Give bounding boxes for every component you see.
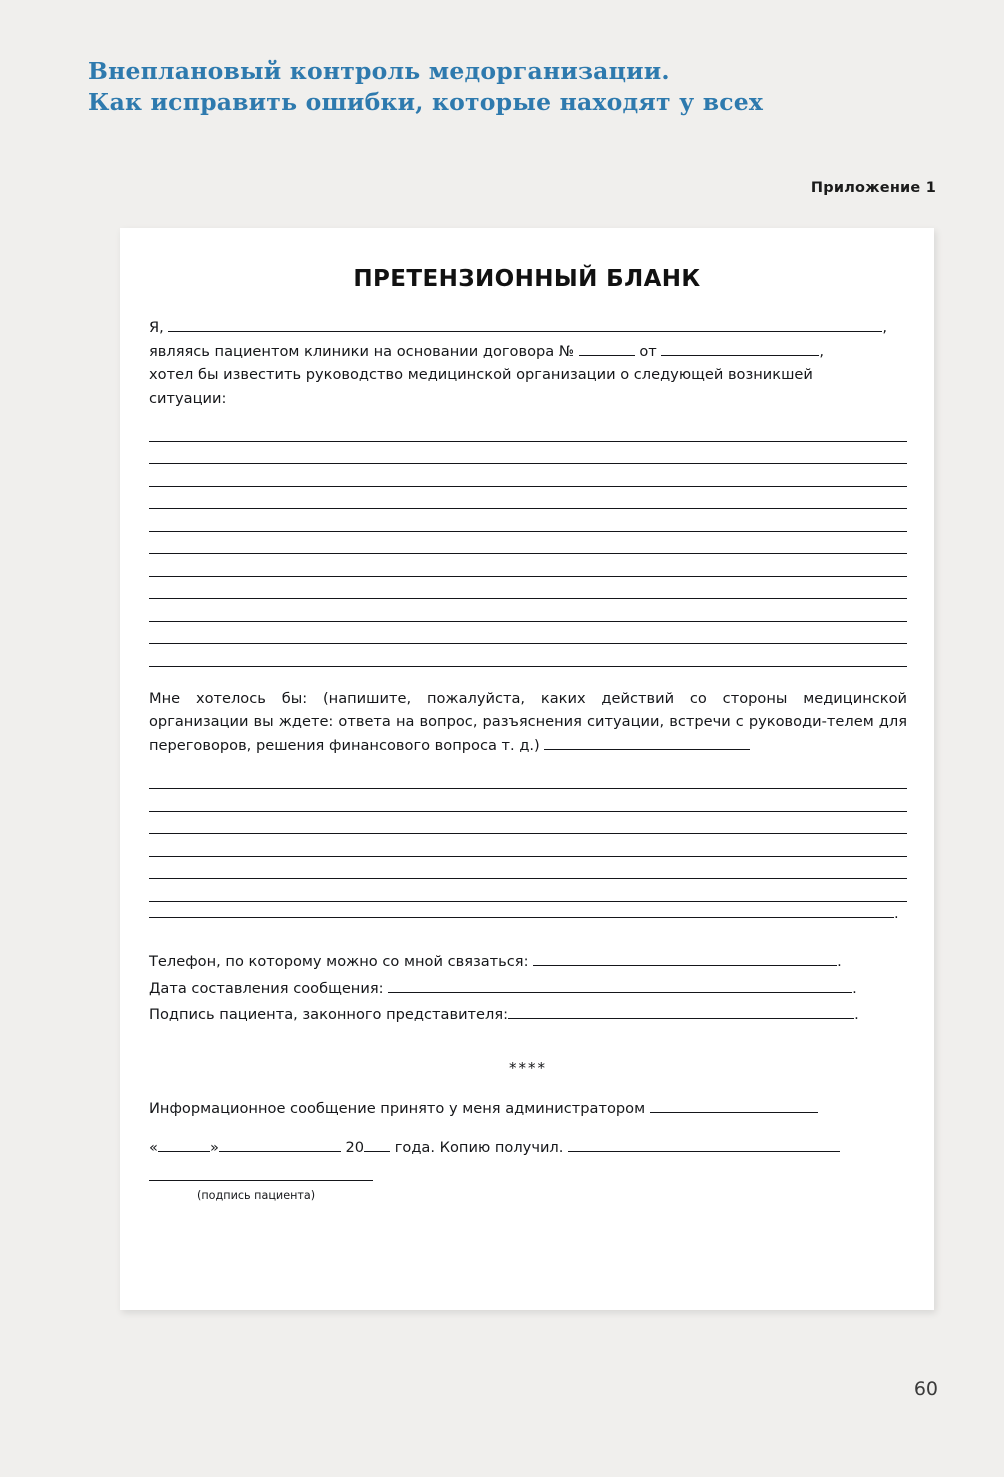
claim-form-sheet xyxy=(120,228,934,1310)
form-title: ПРЕТЕНЗИОННЫЙ БЛАНК xyxy=(353,266,701,292)
date-blank[interactable] xyxy=(388,977,852,993)
header-line-1: Внеплановый контроль медорганизации. xyxy=(88,57,670,85)
page-number: 60 xyxy=(913,1378,938,1400)
wish-inline-blank[interactable] xyxy=(544,734,750,750)
quote-open: « xyxy=(149,1139,158,1157)
phone-row xyxy=(149,950,907,974)
patient-signature-caption: (подпись пациента) xyxy=(197,1188,316,1202)
wish-write-area[interactable] xyxy=(149,767,907,902)
write-line[interactable] xyxy=(149,789,907,812)
write-line[interactable] xyxy=(149,879,907,902)
copy-received-label: года. Копию получил. xyxy=(394,1139,564,1157)
signature-blank[interactable] xyxy=(508,1003,854,1019)
dot-2: . xyxy=(837,953,842,971)
write-line[interactable] xyxy=(149,442,907,465)
header-line-2: Как исправить ошибки, которые находят у всех xyxy=(88,88,764,116)
patient-signature-blank[interactable] xyxy=(149,1178,373,1181)
quote-close: » xyxy=(209,1139,219,1157)
intro-line-4: ситуации: xyxy=(149,389,227,407)
year-blank[interactable] xyxy=(364,1136,390,1152)
copy-received-blank[interactable] xyxy=(568,1136,840,1152)
dot-4: . xyxy=(854,1006,859,1024)
write-line[interactable] xyxy=(149,857,907,880)
wish-paragraph xyxy=(149,687,907,758)
write-line[interactable] xyxy=(149,509,907,532)
day-blank[interactable] xyxy=(158,1136,210,1152)
name-blank[interactable] xyxy=(168,316,882,332)
situation-write-area[interactable] xyxy=(149,419,907,667)
year-prefix: 20 xyxy=(345,1139,365,1157)
write-line[interactable] xyxy=(149,644,907,667)
dot-3: . xyxy=(852,979,857,997)
write-line[interactable] xyxy=(149,577,907,600)
phone-label: Телефон, по которому можно со мной связаться: xyxy=(149,953,529,971)
intro-line-3: хотел бы известить руководство медицинской организации о следующей возникшей xyxy=(149,366,813,384)
write-line[interactable] xyxy=(149,464,907,487)
signature-label: Подпись пациента, законного представителя: xyxy=(149,1006,509,1024)
write-line[interactable] xyxy=(149,902,894,918)
intro-line-1 xyxy=(149,316,907,340)
write-line[interactable] xyxy=(149,532,907,555)
write-line[interactable] xyxy=(149,812,907,835)
write-line[interactable] xyxy=(149,622,907,645)
contract-label: являясь пациентом клиники на основании договора № xyxy=(149,342,575,360)
spacer-1 xyxy=(149,667,907,687)
signature-row xyxy=(149,1003,907,1027)
accept-row xyxy=(149,1097,907,1121)
appendix-label: Приложение 1 xyxy=(810,180,936,196)
write-line[interactable] xyxy=(149,834,907,857)
write-line[interactable] xyxy=(149,554,907,577)
administrator-blank[interactable] xyxy=(650,1097,818,1113)
spacer-2 xyxy=(149,925,907,947)
date-row xyxy=(149,977,907,1001)
form-body xyxy=(149,316,907,1207)
month-blank[interactable] xyxy=(219,1136,341,1152)
copy-received-row xyxy=(149,1136,907,1160)
write-line[interactable] xyxy=(149,487,907,510)
wish-last-line xyxy=(149,902,907,926)
comma-1: , xyxy=(882,319,888,336)
accept-label: Информационное сообщение принято у меня администратором xyxy=(149,1099,646,1117)
write-line[interactable] xyxy=(149,767,907,790)
wish-text: Мне хотелось бы: (напишите, пожалуйста, каких действий со стороны медицинской организации вы ждете: ответа на вопрос, разъяснения ситуации, встречи с руководи-телем для переговоров, решения финансового вопроса т. д.) xyxy=(149,689,907,755)
intro-line-2 xyxy=(149,340,907,364)
contract-date-blank[interactable] xyxy=(661,340,819,356)
contract-number-blank[interactable] xyxy=(579,340,635,356)
comma-2: , xyxy=(819,342,825,360)
intro-prefix: Я, xyxy=(149,319,164,336)
write-line[interactable] xyxy=(149,599,907,622)
date-label: Дата составления сообщения: xyxy=(149,979,384,997)
phone-blank[interactable] xyxy=(533,950,837,966)
from-label: от xyxy=(639,342,657,360)
section-separator: **** xyxy=(509,1059,547,1078)
dot-1: . xyxy=(894,904,899,922)
document-header xyxy=(88,56,908,118)
write-line[interactable] xyxy=(149,419,907,442)
